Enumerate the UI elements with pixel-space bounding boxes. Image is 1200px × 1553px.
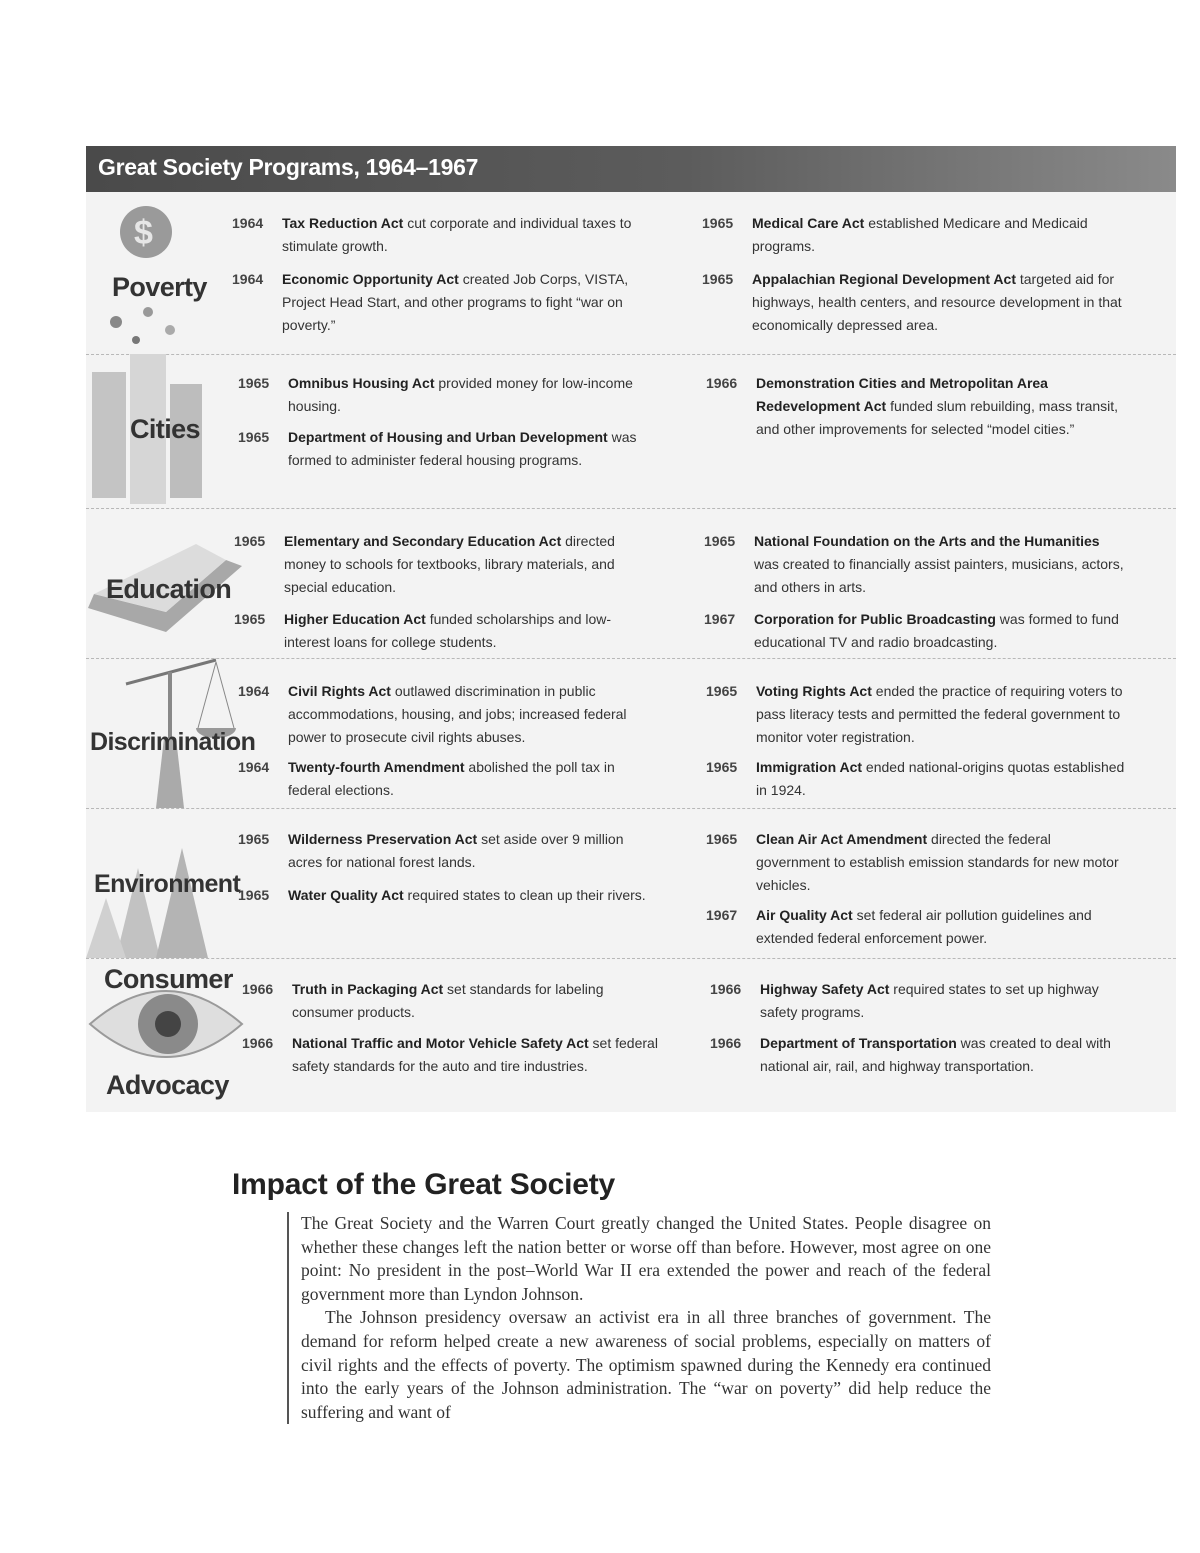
section-label: Advocacy	[106, 1070, 229, 1100]
program-description: ended the practice of requiring voters to pass literacy tests and permitted the federal government to monitor voter registration.	[756, 683, 1123, 745]
program-description: required states to clean up their rivers.	[403, 887, 646, 903]
program-entry	[704, 530, 1154, 602]
program-year: 1966	[242, 981, 274, 997]
program-entry	[704, 608, 1154, 656]
program-year: 1966	[710, 1035, 742, 1051]
section-environment	[86, 808, 1176, 959]
program-entry	[234, 530, 674, 602]
program-name: Elementary and Secondary Education Act	[284, 533, 562, 549]
program-description: created Job Corps, VISTA, Project Head Start, and other programs to fight “war on poverty.”	[282, 271, 629, 333]
program-description: was formed to fund educational TV and radio broadcasting.	[754, 611, 1119, 650]
program-description: directed money to schools for textbooks, library materials, and special education.	[284, 533, 615, 595]
program-entry	[242, 1032, 682, 1080]
program-entry	[238, 884, 678, 932]
program-name: Medical Care Act	[752, 215, 865, 231]
program-description: required states to set up highway safety programs.	[760, 981, 1099, 1020]
program-description: targeted aid for highways, health centers, and resource development in that economically depressed area.	[752, 271, 1122, 333]
program-entry	[242, 978, 682, 1026]
section-label: Cities	[130, 414, 200, 444]
program-description: cut corporate and individual taxes to stimulate growth.	[282, 215, 632, 254]
program-entry	[706, 372, 1146, 468]
program-name: Tax Reduction Act	[282, 215, 404, 231]
section-label: Environment	[94, 870, 241, 898]
program-name: Water Quality Act	[288, 887, 404, 903]
program-year: 1964	[232, 215, 264, 231]
program-description: directed the federal government to establish emission standards for new motor vehicles.	[756, 831, 1119, 893]
program-entry	[706, 680, 1156, 752]
program-description: was created to financially assist painters, musicians, actors, and others in arts.	[754, 556, 1124, 595]
section-label: Poverty	[112, 272, 207, 302]
program-description: ended national-origins quotas established in 1924.	[756, 759, 1125, 798]
program-name: Air Quality Act	[756, 907, 853, 923]
program-year: 1967	[704, 611, 736, 627]
program-year: 1965	[234, 533, 266, 549]
program-description: was created to deal with national air, rail, and highway transportation.	[760, 1035, 1111, 1074]
program-year: 1966	[706, 375, 738, 391]
program-name: Immigration Act	[756, 759, 863, 775]
program-year: 1964	[238, 759, 270, 775]
program-year: 1965	[702, 215, 734, 231]
program-entry	[702, 268, 1142, 340]
program-year: 1965	[234, 611, 266, 627]
program-entry	[706, 828, 1156, 900]
program-name: Department of Housing and Urban Development	[288, 429, 608, 445]
program-year: 1965	[704, 533, 736, 549]
section-poverty	[86, 192, 1176, 355]
program-name: Wilderness Preservation Act	[288, 831, 478, 847]
chart-title-bar	[86, 146, 1176, 192]
program-year: 1965	[702, 271, 734, 287]
program-description: abolished the poll tax in federal elections.	[288, 759, 615, 798]
section-heading: Impact of the Great Society	[232, 1168, 616, 1201]
program-entry	[702, 212, 1142, 260]
program-entry	[232, 212, 672, 260]
program-year: 1965	[706, 831, 738, 847]
program-name: Corporation for Public Broadcasting	[754, 611, 996, 627]
program-entry	[238, 426, 678, 474]
program-name: Department of Transportation	[760, 1035, 957, 1051]
program-name: National Traffic and Motor Vehicle Safety Act	[292, 1035, 589, 1051]
section-label: Discrimination	[90, 728, 256, 756]
program-description: set federal air pollution guidelines and extended federal enforcement power.	[756, 907, 1092, 946]
program-year: 1965	[706, 683, 738, 699]
program-year: 1964	[232, 271, 264, 287]
section-label: Education	[106, 574, 232, 604]
program-year: 1965	[706, 759, 738, 775]
program-entry	[238, 372, 678, 420]
program-entry	[710, 978, 1150, 1026]
program-name: Appalachian Regional Development Act	[752, 271, 1016, 287]
program-year: 1965	[238, 887, 270, 903]
program-description: established Medicare and Medicaid programs.	[752, 215, 1088, 254]
paragraph: The Johnson presidency oversaw an activist era in all three branches of government. The demand for reform helped create a new awareness of social problems, especially on matters of civil rights and the effects of poverty. The optimism spawned during the Kennedy era continued into the early years of the Johnson administration. The “war on poverty” did help reduce the suffering and want of	[301, 1307, 991, 1422]
program-name: Voting Rights Act	[756, 683, 872, 699]
program-description: funded slum rebuilding, mass transit, and other improvements for selected “model cities.”	[756, 398, 1119, 437]
section-discrimination	[86, 658, 1176, 809]
program-name: Economic Opportunity Act	[282, 271, 459, 287]
program-name: Twenty-fourth Amendment	[288, 759, 465, 775]
program-entry	[238, 680, 678, 752]
program-year: 1966	[710, 981, 742, 997]
program-year: 1967	[706, 907, 738, 923]
program-year: 1964	[238, 683, 270, 699]
program-name: Omnibus Housing Act	[288, 375, 435, 391]
program-entry	[710, 1032, 1150, 1080]
section-education	[86, 508, 1176, 659]
program-entry	[706, 904, 1156, 952]
section-consumer-advocacy	[86, 958, 1176, 1112]
program-year: 1965	[238, 429, 270, 445]
program-description: provided money for low-income housing.	[288, 375, 633, 414]
great-society-chart	[86, 146, 1176, 1112]
program-name: National Foundation on the Arts and the Humanities	[754, 533, 1100, 549]
program-entry	[238, 756, 678, 804]
program-entry	[232, 268, 672, 340]
program-name: Clean Air Act Amendment	[756, 831, 928, 847]
body-text	[287, 1212, 991, 1424]
program-entry	[234, 608, 674, 656]
program-description: outlawed discrimination in public accommodations, housing, and jobs; increased federal power to prosecute civil rights abuses.	[288, 683, 627, 745]
program-name: Civil Rights Act	[288, 683, 391, 699]
svg-text:$: $	[134, 214, 153, 252]
chart-title: Great Society Programs, 1964–1967	[98, 154, 479, 180]
program-name: Highway Safety Act	[760, 981, 890, 997]
section-label: Consumer	[104, 964, 233, 994]
program-entry	[706, 756, 1156, 804]
section-cities	[86, 354, 1176, 509]
program-entry	[238, 828, 678, 876]
program-description: set federal safety standards for the auto and tire industries.	[292, 1035, 658, 1074]
program-description: set standards for labeling consumer products.	[292, 981, 604, 1020]
program-year: 1965	[238, 375, 270, 391]
program-description: was formed to administer federal housing programs.	[288, 429, 637, 468]
program-year: 1965	[238, 831, 270, 847]
program-description: set aside over 9 million acres for national forest lands.	[288, 831, 624, 870]
program-name: Higher Education Act	[284, 611, 426, 627]
program-name: Truth in Packaging Act	[292, 981, 444, 997]
program-name: Demonstration Cities and Metropolitan Area Redevelopment Act	[756, 375, 1048, 414]
program-description: funded scholarships and low-interest loans for college students.	[284, 611, 612, 650]
paragraph: The Great Society and the Warren Court greatly changed the United States. People disagree on whether these changes left the nation better or worse off than before. However, most agree on one point: No president in the post–World War II era extended the power and reach of the federal government more than Lyndon Johnson.	[301, 1213, 991, 1304]
program-year: 1966	[242, 1035, 274, 1051]
